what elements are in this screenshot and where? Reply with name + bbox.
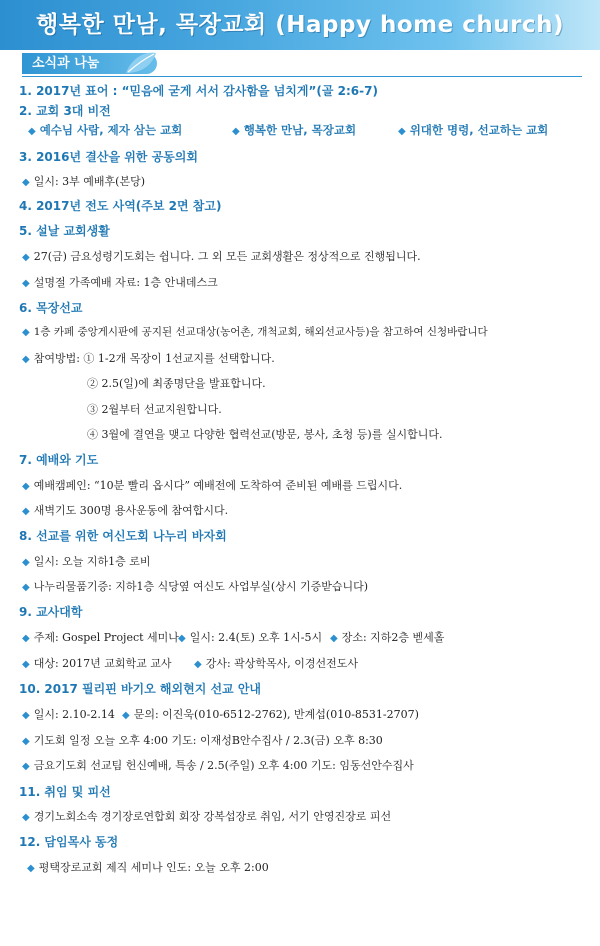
diamond-icon: ◆ [194,659,202,670]
list-item: ◆ 일시: 오늘 지하1층 로비 [22,555,151,568]
list-item: ◆ 예배캠페인: “10분 빨리 옵시다” 예배전에 도착하여 준비된 예배를 드립시다. [22,479,403,492]
list-item: ◆ 일시: 2.4(토) 오후 1시-5시 [178,631,323,644]
list-item: ③ 2월부터 선교지원합니다. [87,403,222,416]
vision-item-3: ◆ 위대한 명령, 선교하는 교회 [398,123,549,137]
section-heading-9: 9. 교사대학 [19,605,83,619]
section-heading-7: 7. 예배와 기도 [19,453,99,467]
list-item: ◆ 일시: 3부 예배후(본당) [22,175,145,188]
list-item: ◆ 나누리물품기증: 지하1층 식당옆 여신도 사업부실(상시 기증받습니다) [22,580,368,593]
leaf-icon [124,49,158,77]
diamond-icon: ◆ [22,633,30,644]
diamond-icon: ◆ [22,481,30,492]
list-item: ◆ 평택장로교회 제직 세미나 인도: 오늘 오후 2:00 [27,861,269,874]
list-item: ◆ 1층 카페 중앙게시판에 공지된 선교대상(농어촌, 개척교회, 해외선교사등)을 참고하여 신청바랍니다 [22,326,488,338]
section-heading-12: 12. 담임목사 동정 [19,835,119,849]
diamond-icon: ◆ [22,354,30,365]
diamond-icon: ◆ [398,126,406,137]
section-heading-3: 3. 2016년 결산을 위한 공동의회 [19,150,198,164]
section-heading-10: 10. 2017 필리핀 바기오 해외현지 선교 안내 [19,682,262,696]
section-heading-11: 11. 취임 및 피선 [19,785,111,799]
list-item: ◆ 문의: 이진욱(010-6512-2762), 반계섭(010-8531-2707) [122,708,419,721]
list-item: ◆ 참여방법: ① 1-2개 목장이 1선교지를 선택합니다. [22,352,275,365]
diamond-icon: ◆ [22,812,30,823]
section-heading-4: 4. 2017년 전도 사역(주보 2면 참고) [19,199,222,213]
section-heading-8: 8. 선교를 위한 여신도회 나누리 바자회 [19,529,227,543]
diamond-icon: ◆ [22,761,30,772]
section-heading-5: 5. 설날 교회생활 [19,224,110,238]
diamond-icon: ◆ [22,710,30,721]
vision-item-2: ◆ 행복한 만남, 목장교회 [232,123,357,137]
section-heading-2: 2. 교회 3대 비전 [19,104,111,118]
list-item: ◆ 장소: 지하2층 벧세홀 [330,631,445,644]
diamond-icon: ◆ [22,659,30,670]
list-item: ◆ 경기노회소속 경기장로연합회 회장 강복섭장로 취임, 서기 안영진장로 피선 [22,810,392,823]
list-item: ◆ 금요기도회 선교팀 헌신예배, 특송 / 2.5(주일) 오후 4:00 기도: 임동선안수집사 [22,759,414,772]
list-item: ◆ 새벽기도 300명 용사운동에 참여합시다. [22,504,229,517]
diamond-icon: ◆ [28,126,36,137]
list-item: ◆ 일시: 2.10-2.14 [22,708,115,721]
diamond-icon: ◆ [22,736,30,747]
diamond-icon: ◆ [232,126,240,137]
section-heading-1: 1. 2017년 표어 : “믿음에 굳게 서서 감사함을 넘치게”(골 2:6-7) [19,84,378,98]
list-item: ② 2.5(일)에 최종명단을 발표합니다. [87,377,266,390]
diamond-icon: ◆ [22,327,30,338]
diamond-icon: ◆ [22,506,30,517]
diamond-icon: ◆ [27,863,35,874]
vision-item-1: ◆ 예수님 사람, 제자 삼는 교회 [28,123,183,137]
list-item: ◆ 설명절 가족예배 자료: 1층 안내데스크 [22,276,218,289]
list-item: ◆ 27(금) 금요성령기도회는 쉽니다. 그 외 모든 교회생활은 정상적으로 진행됩니다. [22,250,421,263]
diamond-icon: ◆ [22,557,30,568]
diamond-icon: ◆ [22,278,30,289]
divider [22,76,582,77]
list-item: ◆ 기도회 일정 오늘 오후 4:00 기도: 이재성B안수집사 / 2.3(금) 오후 8:30 [22,734,383,747]
list-item: ◆ 대상: 2017년 교회학교 교사 [22,657,172,670]
section-tab-label: 소식과 나눔 [32,56,100,71]
diamond-icon: ◆ [22,252,30,263]
diamond-icon: ◆ [178,633,186,644]
diamond-icon: ◆ [122,710,130,721]
list-item: ④ 3월에 결연을 맺고 다양한 협력선교(방문, 봉사, 초청 등)를 실시합니다. [87,428,443,441]
list-item: ◆ 주제: Gospel Project 세미나 [22,631,179,644]
diamond-icon: ◆ [22,582,30,593]
diamond-icon: ◆ [330,633,338,644]
list-item: ◆ 강사: 곽상학목사, 이경선전도사 [194,657,359,670]
diamond-icon: ◆ [22,177,30,188]
page-title: 행복한 만남, 목장교회 (Happy home church) [36,12,564,38]
section-heading-6: 6. 목장선교 [19,301,83,315]
